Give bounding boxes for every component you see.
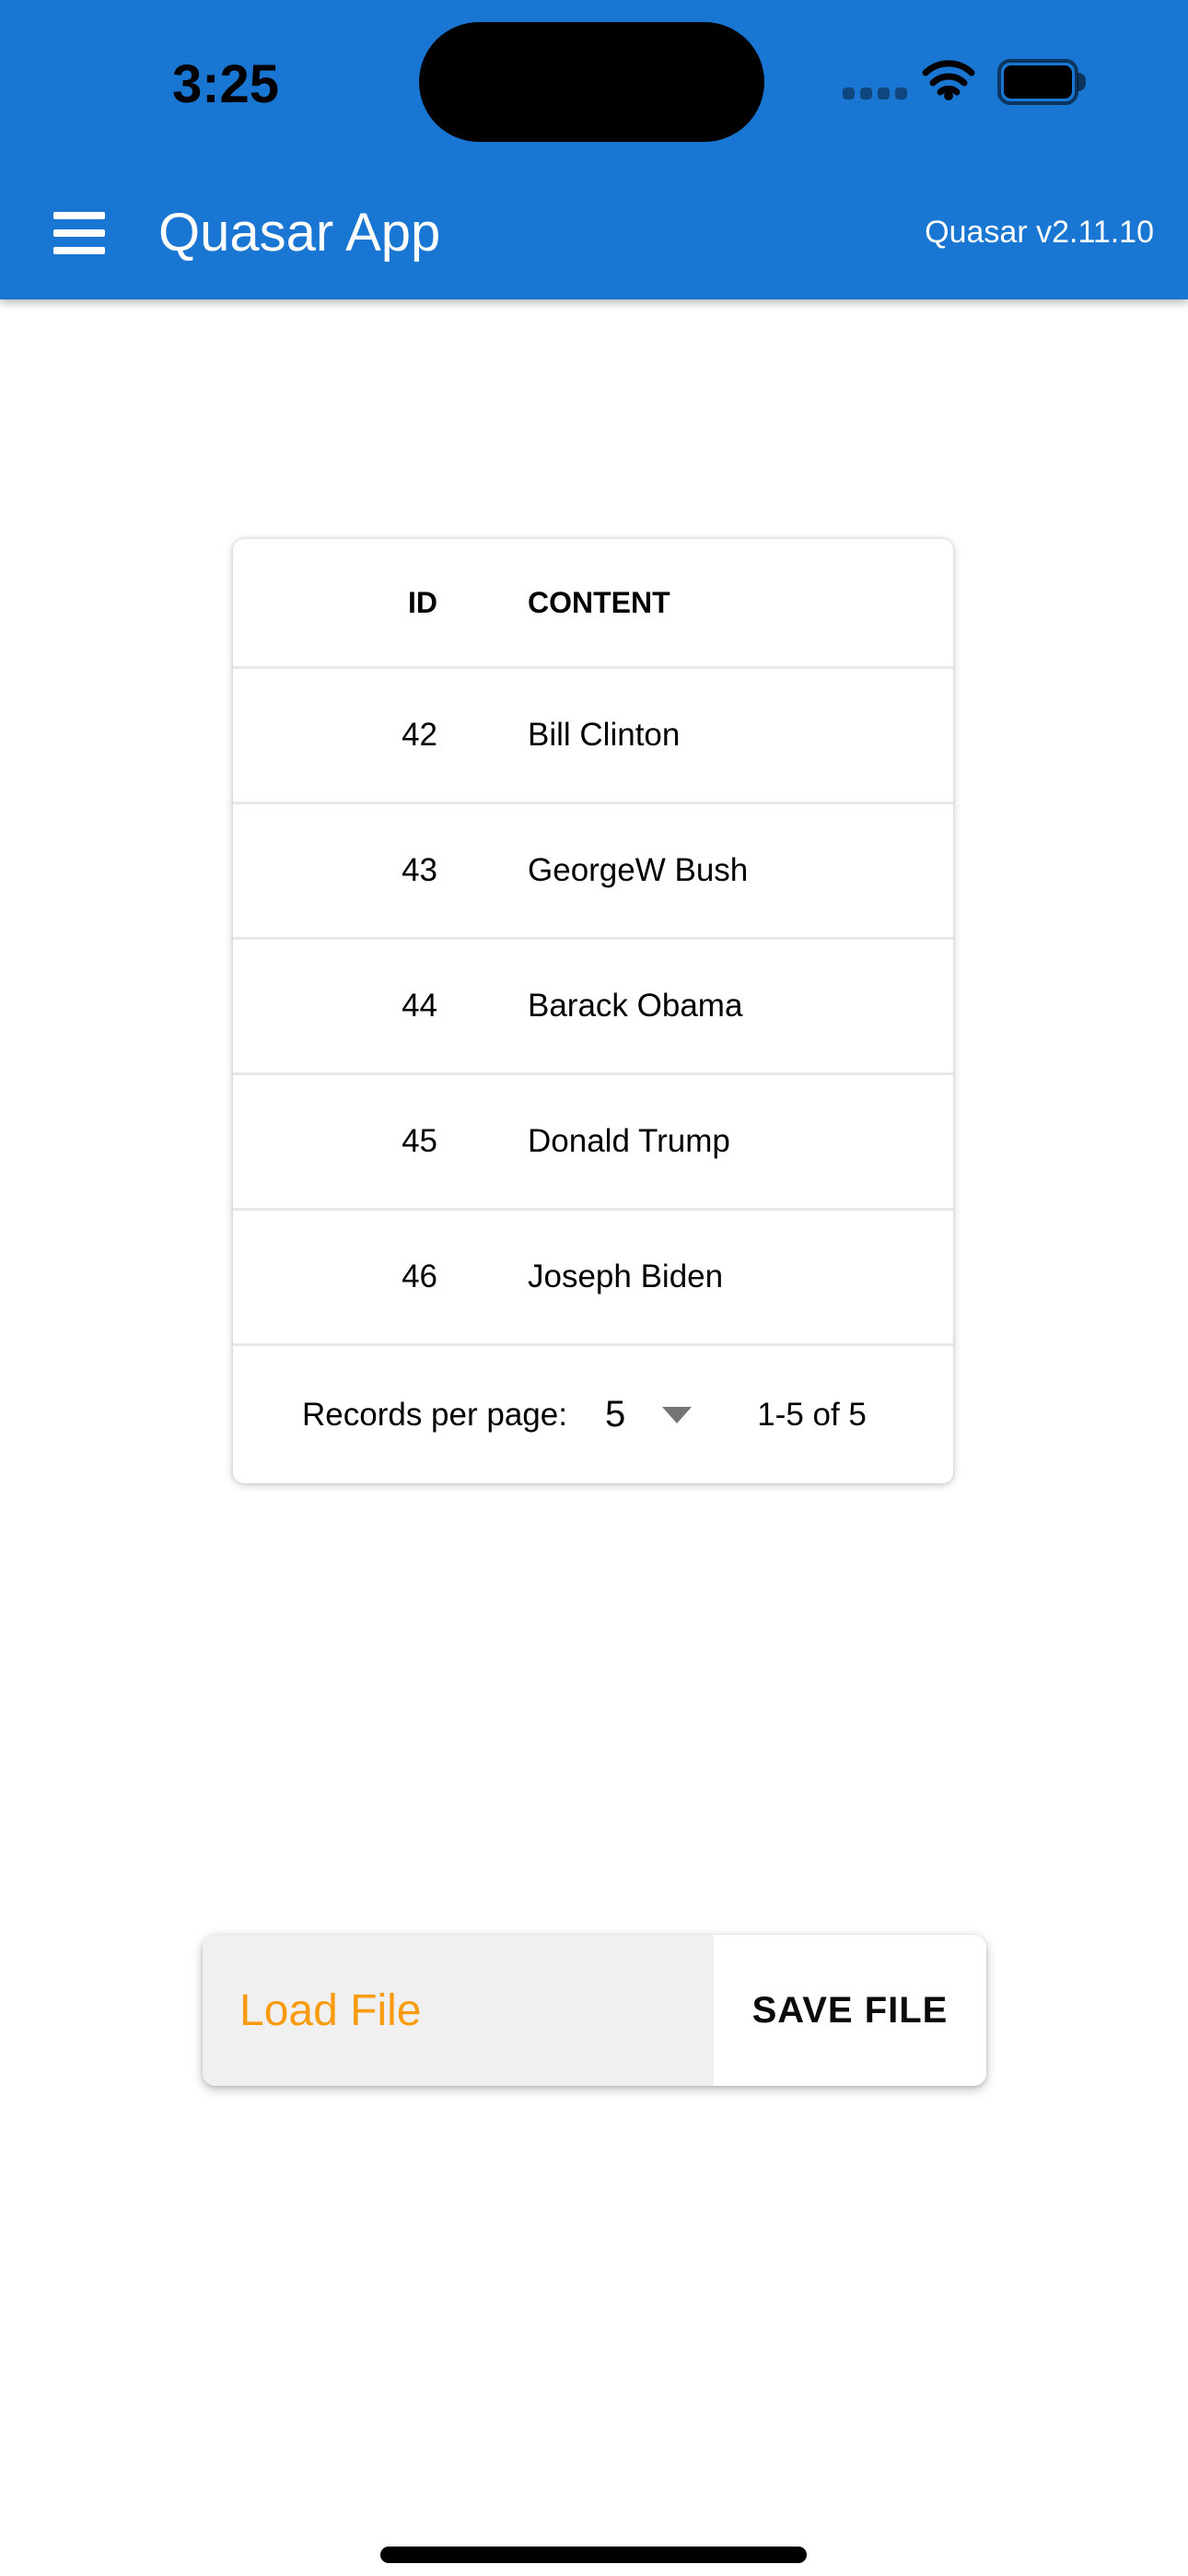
- wifi-icon: [922, 58, 975, 100]
- row-id-cell: 46: [402, 1259, 437, 1294]
- row-content-cell: Bill Clinton: [528, 717, 681, 753]
- table-row: [233, 1072, 953, 1208]
- home-indicator[interactable]: [380, 2547, 807, 2563]
- row-content-cell: GeorgeW Bush: [528, 852, 749, 888]
- presidents-table: [233, 539, 953, 1483]
- column-header-id: ID: [408, 585, 437, 619]
- battery-fill: [1004, 65, 1072, 99]
- records-per-page-label: Records per page:: [302, 1396, 567, 1433]
- table-row: [233, 666, 953, 802]
- pagination-range: 1-5 of 5: [757, 1396, 867, 1433]
- version-label: Quasar v2.11.10: [925, 215, 1154, 250]
- battery-icon: [997, 59, 1078, 105]
- table-pagination-footer: [233, 1343, 953, 1483]
- dynamic-island: [419, 22, 764, 142]
- app-header: [0, 0, 1188, 299]
- table-row: [233, 1208, 953, 1343]
- dropdown-arrow-icon: [662, 1407, 692, 1423]
- table-header-row: [233, 539, 953, 666]
- row-content-cell: Donald Trump: [528, 1123, 730, 1159]
- hamburger-icon: [53, 212, 105, 219]
- status-bar: [0, 0, 1188, 166]
- app-toolbar: [0, 166, 1188, 299]
- save-file-button[interactable]: SAVE FILE: [714, 1935, 986, 2086]
- signal-dot: [895, 88, 907, 100]
- row-id-cell: 42: [402, 717, 437, 753]
- records-per-page-value: 5: [604, 1394, 626, 1434]
- signal-dot: [860, 88, 872, 100]
- signal-dot: [878, 88, 890, 100]
- battery-nub: [1077, 73, 1086, 91]
- column-header-content: CONTENT: [528, 585, 670, 619]
- row-content-cell: Barack Obama: [528, 988, 743, 1024]
- row-content-cell: Joseph Biden: [528, 1259, 724, 1294]
- row-id-cell: 43: [402, 852, 437, 888]
- signal-dot: [843, 88, 855, 100]
- file-actions-group: [203, 1935, 986, 2086]
- menu-button[interactable]: [53, 206, 107, 260]
- row-id-cell: 44: [402, 988, 437, 1024]
- page-title: Quasar App: [158, 203, 441, 263]
- status-time: 3:25: [171, 54, 280, 114]
- cellular-signal-icon: [843, 88, 907, 100]
- table-row: [233, 802, 953, 937]
- load-file-button[interactable]: Load File: [203, 1935, 714, 2086]
- row-id-cell: 45: [402, 1123, 437, 1159]
- records-per-page-select[interactable]: [605, 1394, 692, 1435]
- table-row: [233, 937, 953, 1072]
